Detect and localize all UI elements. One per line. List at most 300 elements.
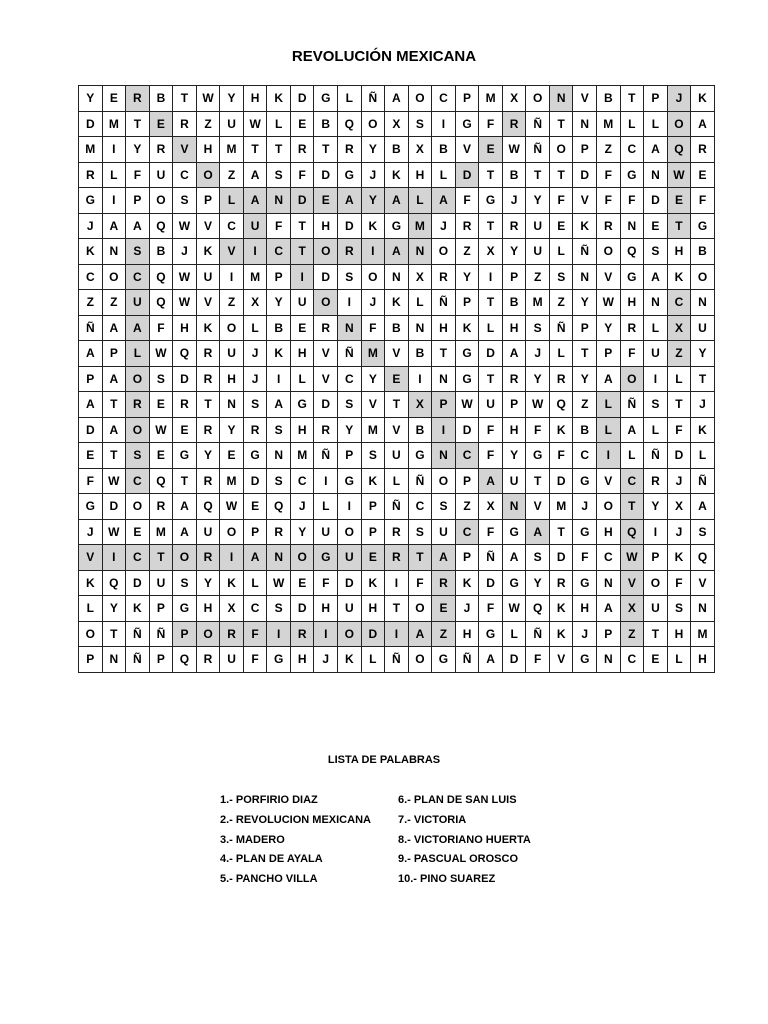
grid-cell: W bbox=[196, 86, 220, 112]
grid-cell: N bbox=[385, 264, 409, 290]
grid-cell: B bbox=[408, 341, 432, 367]
grid-cell: S bbox=[149, 366, 173, 392]
grid-cell: R bbox=[196, 545, 220, 571]
grid-cell: G bbox=[502, 570, 526, 596]
grid-cell: B bbox=[267, 315, 291, 341]
grid-cell: V bbox=[573, 86, 597, 112]
grid-cell: I bbox=[338, 494, 362, 520]
grid-cell: T bbox=[432, 341, 456, 367]
grid-cell: G bbox=[243, 443, 267, 469]
grid-cell: R bbox=[432, 570, 456, 596]
grid-cell: F bbox=[620, 341, 644, 367]
grid-cell: N bbox=[644, 162, 668, 188]
grid-cell: C bbox=[620, 647, 644, 673]
grid-cell: F bbox=[667, 417, 691, 443]
grid-cell: Z bbox=[597, 137, 621, 163]
grid-cell: C bbox=[173, 162, 197, 188]
grid-cell: Q bbox=[549, 392, 573, 418]
grid-cell: F bbox=[290, 162, 314, 188]
grid-cell: C bbox=[573, 443, 597, 469]
grid-cell: W bbox=[502, 596, 526, 622]
grid-row bbox=[79, 468, 715, 494]
grid-cell: N bbox=[432, 366, 456, 392]
grid-cell: Ñ bbox=[385, 494, 409, 520]
grid-cell: T bbox=[573, 341, 597, 367]
grid-cell: S bbox=[267, 468, 291, 494]
grid-cell: U bbox=[691, 315, 715, 341]
grid-cell: R bbox=[196, 366, 220, 392]
grid-cell: F bbox=[408, 570, 432, 596]
grid-cell: M bbox=[526, 290, 550, 316]
grid-cell: L bbox=[597, 392, 621, 418]
grid-cell: U bbox=[432, 519, 456, 545]
grid-cell: G bbox=[455, 111, 479, 137]
grid-cell: A bbox=[620, 417, 644, 443]
grid-cell: L bbox=[385, 468, 409, 494]
grid-cell: M bbox=[290, 443, 314, 469]
grid-cell: G bbox=[455, 341, 479, 367]
grid-cell: R bbox=[149, 494, 173, 520]
grid-cell: A bbox=[243, 188, 267, 214]
grid-cell: D bbox=[338, 213, 362, 239]
grid-cell: E bbox=[220, 443, 244, 469]
grid-cell: J bbox=[667, 468, 691, 494]
grid-cell: V bbox=[79, 545, 103, 571]
grid-cell: C bbox=[220, 213, 244, 239]
grid-cell: U bbox=[338, 596, 362, 622]
word-list-title: LISTA DE PALABRAS bbox=[327, 754, 441, 766]
grid-cell: R bbox=[126, 392, 150, 418]
grid-cell: U bbox=[526, 213, 550, 239]
grid-cell: D bbox=[243, 468, 267, 494]
grid-cell: Ñ bbox=[79, 315, 103, 341]
grid-cell: N bbox=[102, 239, 126, 265]
grid-cell: V bbox=[573, 188, 597, 214]
grid-cell: O bbox=[196, 621, 220, 647]
grid-cell: Y bbox=[573, 366, 597, 392]
grid-cell: R bbox=[691, 137, 715, 163]
grid-cell: F bbox=[549, 443, 573, 469]
grid-cell: N bbox=[267, 443, 291, 469]
grid-cell: K bbox=[549, 417, 573, 443]
grid-cell: Q bbox=[526, 596, 550, 622]
grid-cell: G bbox=[173, 596, 197, 622]
grid-cell: Ñ bbox=[338, 341, 362, 367]
grid-cell: E bbox=[644, 213, 668, 239]
grid-cell: J bbox=[243, 366, 267, 392]
grid-cell: A bbox=[408, 621, 432, 647]
grid-cell: O bbox=[597, 239, 621, 265]
word-list-item: 5.- PANCHO VILLA bbox=[220, 873, 318, 886]
grid-cell: Q bbox=[620, 239, 644, 265]
grid-cell: I bbox=[361, 239, 385, 265]
grid-cell: D bbox=[314, 264, 338, 290]
grid-cell: Y bbox=[526, 570, 550, 596]
grid-cell: I bbox=[432, 417, 456, 443]
grid-cell: U bbox=[149, 162, 173, 188]
grid-cell: P bbox=[102, 341, 126, 367]
grid-cell: K bbox=[455, 570, 479, 596]
grid-cell: O bbox=[620, 366, 644, 392]
grid-cell: P bbox=[597, 621, 621, 647]
grid-cell: R bbox=[549, 570, 573, 596]
grid-cell: T bbox=[408, 545, 432, 571]
grid-cell: N bbox=[408, 315, 432, 341]
grid-cell: N bbox=[502, 494, 526, 520]
grid-cell: G bbox=[432, 647, 456, 673]
grid-cell: H bbox=[597, 519, 621, 545]
grid-cell: G bbox=[526, 443, 550, 469]
grid-cell: A bbox=[479, 647, 503, 673]
grid-cell: T bbox=[102, 392, 126, 418]
grid-cell: H bbox=[243, 86, 267, 112]
grid-cell: H bbox=[196, 137, 220, 163]
grid-cell: D bbox=[290, 86, 314, 112]
grid-cell: E bbox=[126, 519, 150, 545]
word-search-grid bbox=[78, 85, 715, 673]
grid-cell: W bbox=[173, 213, 197, 239]
grid-cell: O bbox=[220, 519, 244, 545]
grid-cell: F bbox=[479, 417, 503, 443]
grid-cell: E bbox=[691, 162, 715, 188]
grid-cell: Q bbox=[173, 647, 197, 673]
grid-cell: O bbox=[126, 494, 150, 520]
grid-cell: F bbox=[314, 570, 338, 596]
grid-cell: Z bbox=[667, 341, 691, 367]
grid-cell: X bbox=[408, 392, 432, 418]
grid-cell: D bbox=[79, 111, 103, 137]
grid-cell: V bbox=[691, 570, 715, 596]
word-list-item: 2.- REVOLUCION MEXICANA bbox=[220, 813, 371, 826]
grid-cell: Y bbox=[597, 315, 621, 341]
grid-cell: F bbox=[79, 468, 103, 494]
grid-cell: M bbox=[243, 264, 267, 290]
grid-cell: L bbox=[549, 239, 573, 265]
grid-cell: G bbox=[573, 570, 597, 596]
grid-cell: Q bbox=[267, 494, 291, 520]
grid-cell: G bbox=[385, 213, 409, 239]
grid-cell: N bbox=[220, 392, 244, 418]
grid-cell: O bbox=[196, 162, 220, 188]
grid-cell: A bbox=[102, 315, 126, 341]
grid-cell: R bbox=[502, 366, 526, 392]
grid-cell: J bbox=[361, 162, 385, 188]
grid-cell: A bbox=[644, 264, 668, 290]
grid-cell: Y bbox=[644, 494, 668, 520]
grid-cell: O bbox=[149, 188, 173, 214]
grid-cell: T bbox=[691, 366, 715, 392]
grid-row bbox=[79, 239, 715, 265]
grid-cell: B bbox=[408, 417, 432, 443]
word-list-item: 7.- VICTORIA bbox=[398, 813, 467, 826]
grid-cell: N bbox=[597, 570, 621, 596]
grid-cell: O bbox=[691, 264, 715, 290]
grid-cell: R bbox=[173, 111, 197, 137]
grid-cell: L bbox=[267, 111, 291, 137]
grid-cell: Y bbox=[196, 570, 220, 596]
grid-cell: D bbox=[455, 162, 479, 188]
grid-cell: G bbox=[620, 162, 644, 188]
grid-cell: C bbox=[455, 519, 479, 545]
grid-cell: P bbox=[267, 264, 291, 290]
grid-cell: R bbox=[196, 341, 220, 367]
grid-cell: L bbox=[620, 111, 644, 137]
grid-cell: Y bbox=[267, 290, 291, 316]
grid-cell: Q bbox=[667, 137, 691, 163]
grid-cell: Z bbox=[573, 392, 597, 418]
grid-cell: I bbox=[243, 239, 267, 265]
grid-cell: U bbox=[196, 264, 220, 290]
grid-cell: E bbox=[644, 647, 668, 673]
grid-cell: E bbox=[102, 86, 126, 112]
grid-cell: O bbox=[597, 494, 621, 520]
grid-cell: R bbox=[173, 392, 197, 418]
grid-cell: C bbox=[267, 239, 291, 265]
grid-cell: N bbox=[573, 264, 597, 290]
grid-cell: A bbox=[267, 392, 291, 418]
grid-cell: S bbox=[408, 519, 432, 545]
grid-cell: S bbox=[644, 392, 668, 418]
grid-cell: H bbox=[620, 290, 644, 316]
grid-cell: K bbox=[691, 86, 715, 112]
grid-cell: I bbox=[267, 621, 291, 647]
grid-cell: I bbox=[102, 188, 126, 214]
grid-cell: V bbox=[220, 239, 244, 265]
grid-cell: K bbox=[361, 213, 385, 239]
grid-cell: Ñ bbox=[455, 647, 479, 673]
grid-cell: X bbox=[408, 137, 432, 163]
grid-cell: H bbox=[432, 315, 456, 341]
grid-cell: L bbox=[361, 647, 385, 673]
word-list-left bbox=[220, 791, 371, 890]
grid-cell: L bbox=[338, 86, 362, 112]
grid-row bbox=[79, 341, 715, 367]
grid-cell: C bbox=[338, 366, 362, 392]
grid-cell: R bbox=[502, 111, 526, 137]
grid-cell: Q bbox=[691, 545, 715, 571]
grid-cell: K bbox=[385, 290, 409, 316]
grid-cell: W bbox=[102, 519, 126, 545]
grid-cell: C bbox=[620, 468, 644, 494]
grid-cell: I bbox=[267, 366, 291, 392]
grid-cell: V bbox=[314, 341, 338, 367]
grid-cell: T bbox=[385, 392, 409, 418]
grid-cell: G bbox=[502, 519, 526, 545]
grid-cell: U bbox=[502, 468, 526, 494]
grid-cell: U bbox=[479, 392, 503, 418]
grid-cell: I bbox=[314, 468, 338, 494]
grid-cell: R bbox=[196, 417, 220, 443]
grid-cell: F bbox=[267, 213, 291, 239]
grid-cell: E bbox=[361, 545, 385, 571]
grid-cell: G bbox=[79, 494, 103, 520]
grid-cell: A bbox=[173, 494, 197, 520]
grid-cell: J bbox=[314, 647, 338, 673]
grid-cell: U bbox=[243, 213, 267, 239]
grid-cell: Q bbox=[196, 494, 220, 520]
grid-cell: P bbox=[361, 494, 385, 520]
grid-cell: J bbox=[79, 213, 103, 239]
grid-cell: M bbox=[549, 494, 573, 520]
grid-cell: E bbox=[290, 315, 314, 341]
grid-cell: D bbox=[549, 468, 573, 494]
grid-cell: S bbox=[243, 392, 267, 418]
grid-cell: O bbox=[79, 621, 103, 647]
grid-cell: Z bbox=[220, 162, 244, 188]
grid-cell: V bbox=[196, 213, 220, 239]
grid-cell: P bbox=[502, 264, 526, 290]
grid-cell: M bbox=[691, 621, 715, 647]
grid-cell: C bbox=[79, 264, 103, 290]
grid-cell: S bbox=[173, 188, 197, 214]
grid-cell: L bbox=[432, 162, 456, 188]
grid-cell: X bbox=[408, 264, 432, 290]
grid-cell: B bbox=[149, 239, 173, 265]
grid-cell: R bbox=[338, 137, 362, 163]
grid-cell: J bbox=[573, 621, 597, 647]
grid-cell: R bbox=[267, 519, 291, 545]
grid-row bbox=[79, 596, 715, 622]
grid-cell: T bbox=[149, 545, 173, 571]
grid-cell: T bbox=[385, 596, 409, 622]
grid-cell: H bbox=[667, 621, 691, 647]
grid-cell: G bbox=[479, 188, 503, 214]
grid-cell: D bbox=[126, 570, 150, 596]
grid-cell: Q bbox=[149, 468, 173, 494]
grid-cell: I bbox=[644, 366, 668, 392]
grid-cell: O bbox=[314, 290, 338, 316]
grid-cell: A bbox=[79, 392, 103, 418]
grid-cell: B bbox=[573, 417, 597, 443]
grid-cell: D bbox=[667, 443, 691, 469]
grid-cell: A bbox=[126, 213, 150, 239]
grid-cell: G bbox=[314, 545, 338, 571]
grid-cell: M bbox=[361, 417, 385, 443]
grid-cell: T bbox=[667, 392, 691, 418]
word-list-item: 1.- PORFIRIO DIAZ bbox=[220, 794, 318, 806]
grid-cell: P bbox=[644, 545, 668, 571]
grid-cell: N bbox=[432, 443, 456, 469]
grid-cell: I bbox=[479, 264, 503, 290]
grid-cell: Y bbox=[573, 290, 597, 316]
grid-cell: H bbox=[408, 162, 432, 188]
grid-cell: U bbox=[220, 647, 244, 673]
grid-cell: Y bbox=[102, 596, 126, 622]
grid-cell: O bbox=[126, 417, 150, 443]
grid-cell: L bbox=[290, 366, 314, 392]
grid-cell: X bbox=[667, 315, 691, 341]
grid-cell: H bbox=[502, 417, 526, 443]
grid-cell: S bbox=[526, 545, 550, 571]
grid-cell: R bbox=[455, 213, 479, 239]
grid-cell: C bbox=[126, 264, 150, 290]
grid-cell: W bbox=[243, 111, 267, 137]
grid-cell: G bbox=[408, 443, 432, 469]
grid-cell: T bbox=[644, 621, 668, 647]
grid-cell: O bbox=[338, 621, 362, 647]
grid-cell: H bbox=[173, 315, 197, 341]
grid-cell: P bbox=[455, 545, 479, 571]
grid-cell: Z bbox=[526, 264, 550, 290]
grid-cell: S bbox=[126, 239, 150, 265]
grid-cell: U bbox=[196, 519, 220, 545]
grid-cell: D bbox=[549, 545, 573, 571]
grid-cell: P bbox=[338, 443, 362, 469]
grid-cell: H bbox=[502, 315, 526, 341]
grid-cell: O bbox=[408, 86, 432, 112]
grid-cell: S bbox=[173, 570, 197, 596]
grid-cell: O bbox=[290, 545, 314, 571]
grid-cell: D bbox=[573, 162, 597, 188]
grid-cell: P bbox=[455, 86, 479, 112]
grid-cell: A bbox=[79, 341, 103, 367]
grid-cell: P bbox=[173, 621, 197, 647]
grid-cell: O bbox=[102, 264, 126, 290]
grid-cell: F bbox=[126, 162, 150, 188]
grid-cell: A bbox=[502, 341, 526, 367]
grid-cell: O bbox=[338, 519, 362, 545]
grid-cell: I bbox=[220, 264, 244, 290]
grid-cell: D bbox=[338, 570, 362, 596]
grid-cell: A bbox=[691, 111, 715, 137]
grid-cell: V bbox=[620, 570, 644, 596]
grid-cell: P bbox=[149, 647, 173, 673]
grid-cell: K bbox=[196, 315, 220, 341]
grid-cell: F bbox=[597, 162, 621, 188]
grid-cell: W bbox=[597, 290, 621, 316]
grid-cell: O bbox=[314, 239, 338, 265]
grid-cell: O bbox=[361, 264, 385, 290]
grid-cell: B bbox=[502, 290, 526, 316]
grid-cell: J bbox=[526, 341, 550, 367]
grid-cell: X bbox=[502, 86, 526, 112]
grid-cell: R bbox=[644, 468, 668, 494]
grid-cell: F bbox=[526, 417, 550, 443]
grid-cell: C bbox=[408, 494, 432, 520]
grid-cell: C bbox=[126, 468, 150, 494]
grid-cell: H bbox=[290, 341, 314, 367]
grid-row bbox=[79, 443, 715, 469]
grid-cell: Y bbox=[691, 341, 715, 367]
grid-cell: X bbox=[479, 239, 503, 265]
grid-cell: V bbox=[526, 494, 550, 520]
grid-cell: O bbox=[126, 366, 150, 392]
grid-cell: W bbox=[667, 162, 691, 188]
grid-cell: I bbox=[644, 519, 668, 545]
grid-cell: G bbox=[691, 213, 715, 239]
grid-cell: E bbox=[385, 366, 409, 392]
grid-cell: F bbox=[243, 647, 267, 673]
grid-cell: D bbox=[361, 621, 385, 647]
grid-cell: Y bbox=[455, 264, 479, 290]
grid-cell: S bbox=[267, 417, 291, 443]
grid-cell: Y bbox=[196, 443, 220, 469]
grid-cell: R bbox=[597, 213, 621, 239]
grid-cell: T bbox=[196, 392, 220, 418]
grid-cell: C bbox=[620, 137, 644, 163]
word-list-item: 9.- PASCUAL OROSCO bbox=[398, 853, 518, 866]
grid-cell: P bbox=[597, 341, 621, 367]
grid-cell: C bbox=[432, 86, 456, 112]
grid-cell: Y bbox=[290, 519, 314, 545]
grid-cell: M bbox=[220, 137, 244, 163]
grid-cell: Ñ bbox=[314, 443, 338, 469]
grid-cell: F bbox=[526, 647, 550, 673]
grid-cell: I bbox=[385, 570, 409, 596]
grid-cell: S bbox=[691, 519, 715, 545]
grid-cell: T bbox=[549, 519, 573, 545]
grid-cell: R bbox=[432, 264, 456, 290]
